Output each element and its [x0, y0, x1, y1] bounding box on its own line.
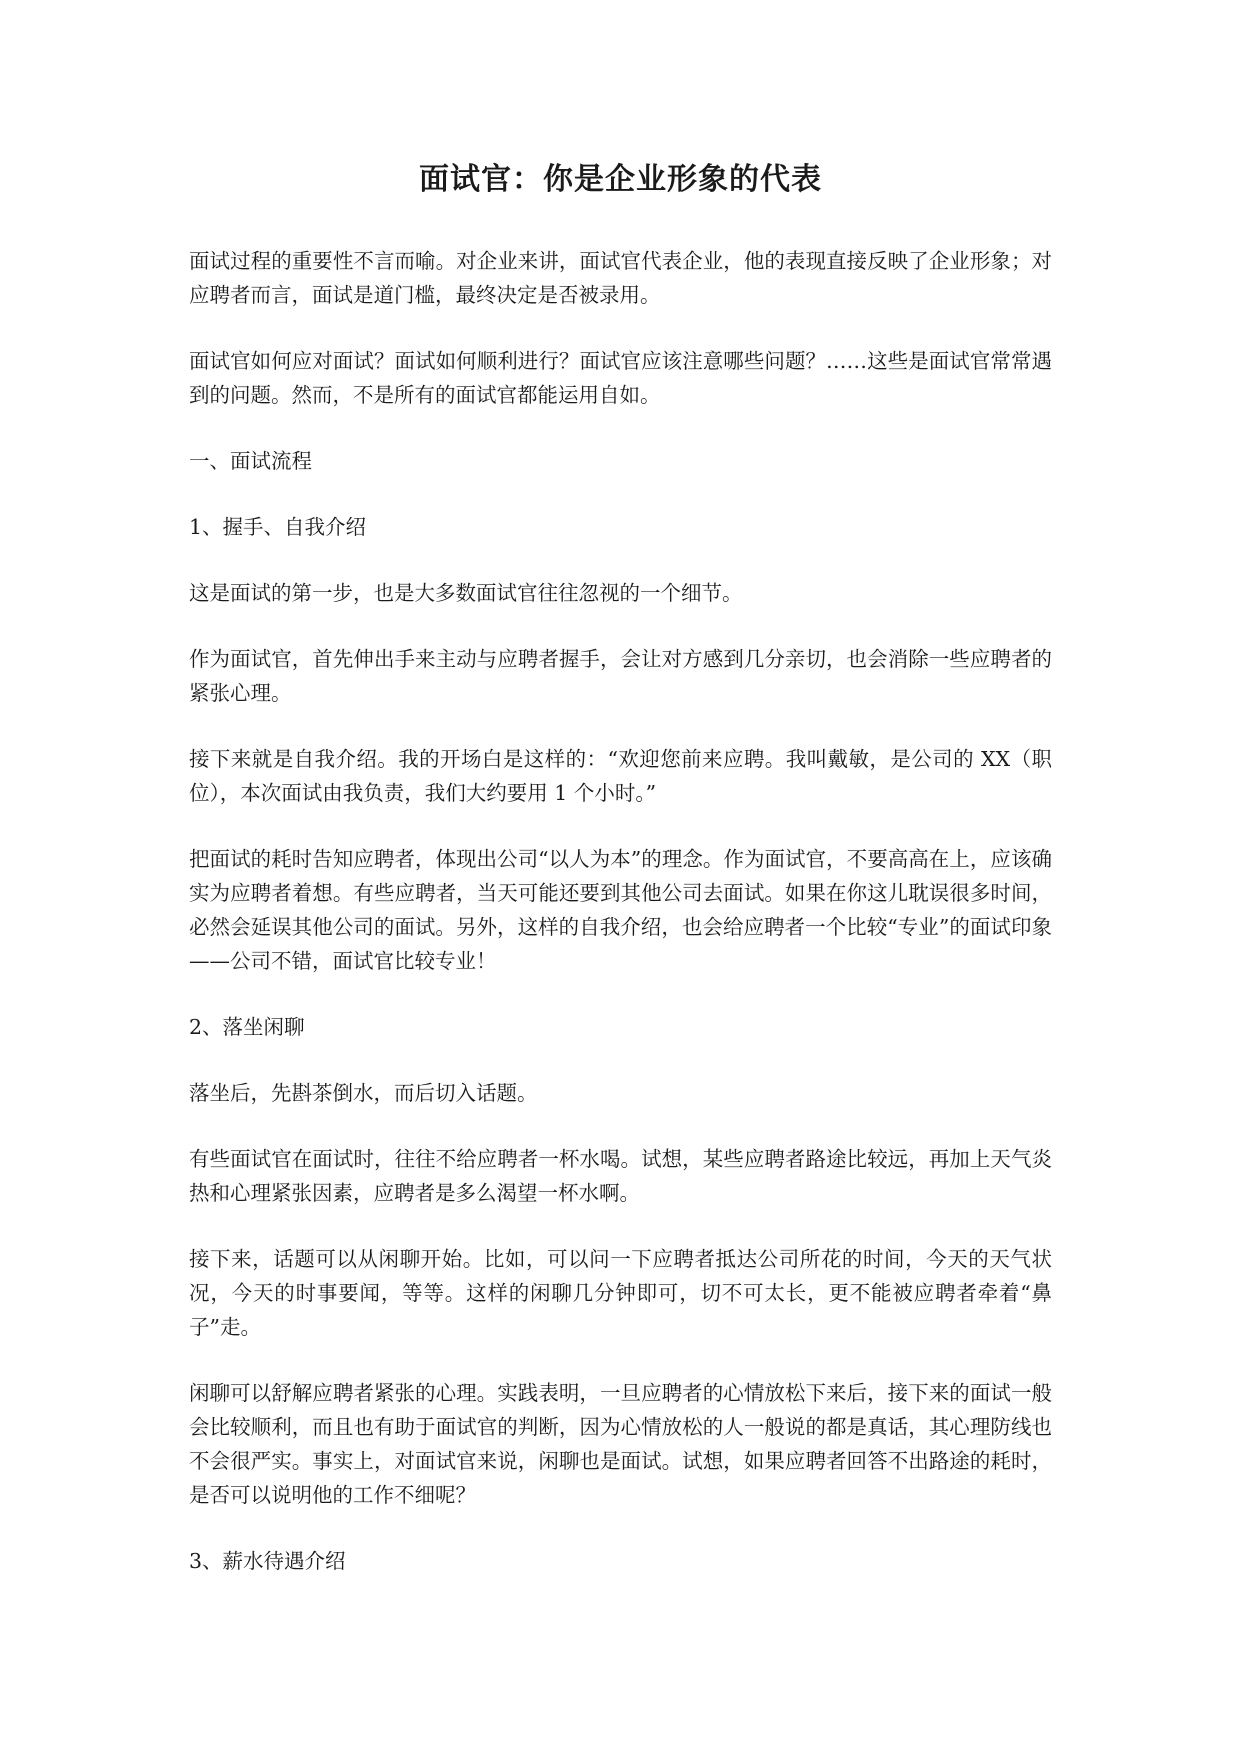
paragraph-self-intro: 接下来就是自我介绍。我的开场白是这样的：“欢迎您前来应聘。我叫戴敏，是公司的 XX（职位），本次面试由我负责，我们大约要用 1 个小时。”: [189, 747, 1052, 805]
paragraph-handshake: 作为面试官，首先伸出手来主动与应聘者握手，会让对方感到几分亲切，也会消除一些应聘者的紧张心理。: [189, 647, 1052, 705]
paragraph-first-step: 这是面试的第一步，也是大多数面试官往往忽视的一个细节。: [189, 581, 743, 605]
paragraph-intro: 面试过程的重要性不言而喻。对企业来讲，面试官代表企业，他的表现直接反映了企业形象；对应聘者而言，面试是道门槛，最终决定是否被录用。: [189, 249, 1052, 307]
paragraph-chat-benefits: 闲聊可以舒解应聘者紧张的心理。实践表明，一旦应聘者的心情放松下来后，接下来的面试一般会比较顺利，而且也有助于面试官的判断，因为心情放松的人一般说的都是真话，其心理防线也不会很严实。事实上，对面试官来说，闲聊也是面试。试想，如果应聘者回答不出路途的耗时，是否可以说明他的工作不细呢？: [189, 1381, 1052, 1507]
paragraph-tea: 落坐后，先斟茶倒水，而后切入话题。: [189, 1081, 538, 1105]
subheading-salary: 3、薪水待遇介绍: [189, 1549, 346, 1573]
paragraph-chat-topics: 接下来，话题可以从闲聊开始。比如，可以问一下应聘者抵达公司所花的时间，今天的天气状况，今天的时事要闻，等等。这样的闲聊几分钟即可，切不可太长，更不能被应聘者牵着“鼻子”走。: [189, 1247, 1052, 1339]
paragraph-questions: 面试官如何应对面试？面试如何顺利进行？面试官应该注意哪些问题？……这些是面试官常常遇到的问题。然而，不是所有的面试官都能运用自如。: [189, 349, 1052, 407]
paragraph-time-notice: 把面试的耗时告知应聘者，体现出公司“以人为本”的理念。作为面试官，不要高高在上，应该确实为应聘者着想。有些应聘者，当天可能还要到其他公司去面试。如果在你这儿耽误很多时间，必然会延误其他公司的面试。另外，这样的自我介绍，也会给应聘者一个比较“专业”的面试印象——公司不错，面试官比较专业！: [189, 847, 1052, 973]
section-heading-interview-process: 一、面试流程: [189, 449, 312, 473]
document-body: [189, 244, 1052, 1610]
page-title: 面试官：你是企业形象的代表: [419, 162, 822, 197]
subheading-handshake: 1、握手、自我介绍: [189, 515, 367, 539]
subheading-small-talk: 2、落坐闲聊: [189, 1015, 305, 1039]
paragraph-water: 有些面试官在面试时，往往不给应聘者一杯水喝。试想，某些应聘者路途比较远，再加上天气炎热和心理紧张因素，应聘者是多么渴望一杯水啊。: [189, 1147, 1052, 1205]
